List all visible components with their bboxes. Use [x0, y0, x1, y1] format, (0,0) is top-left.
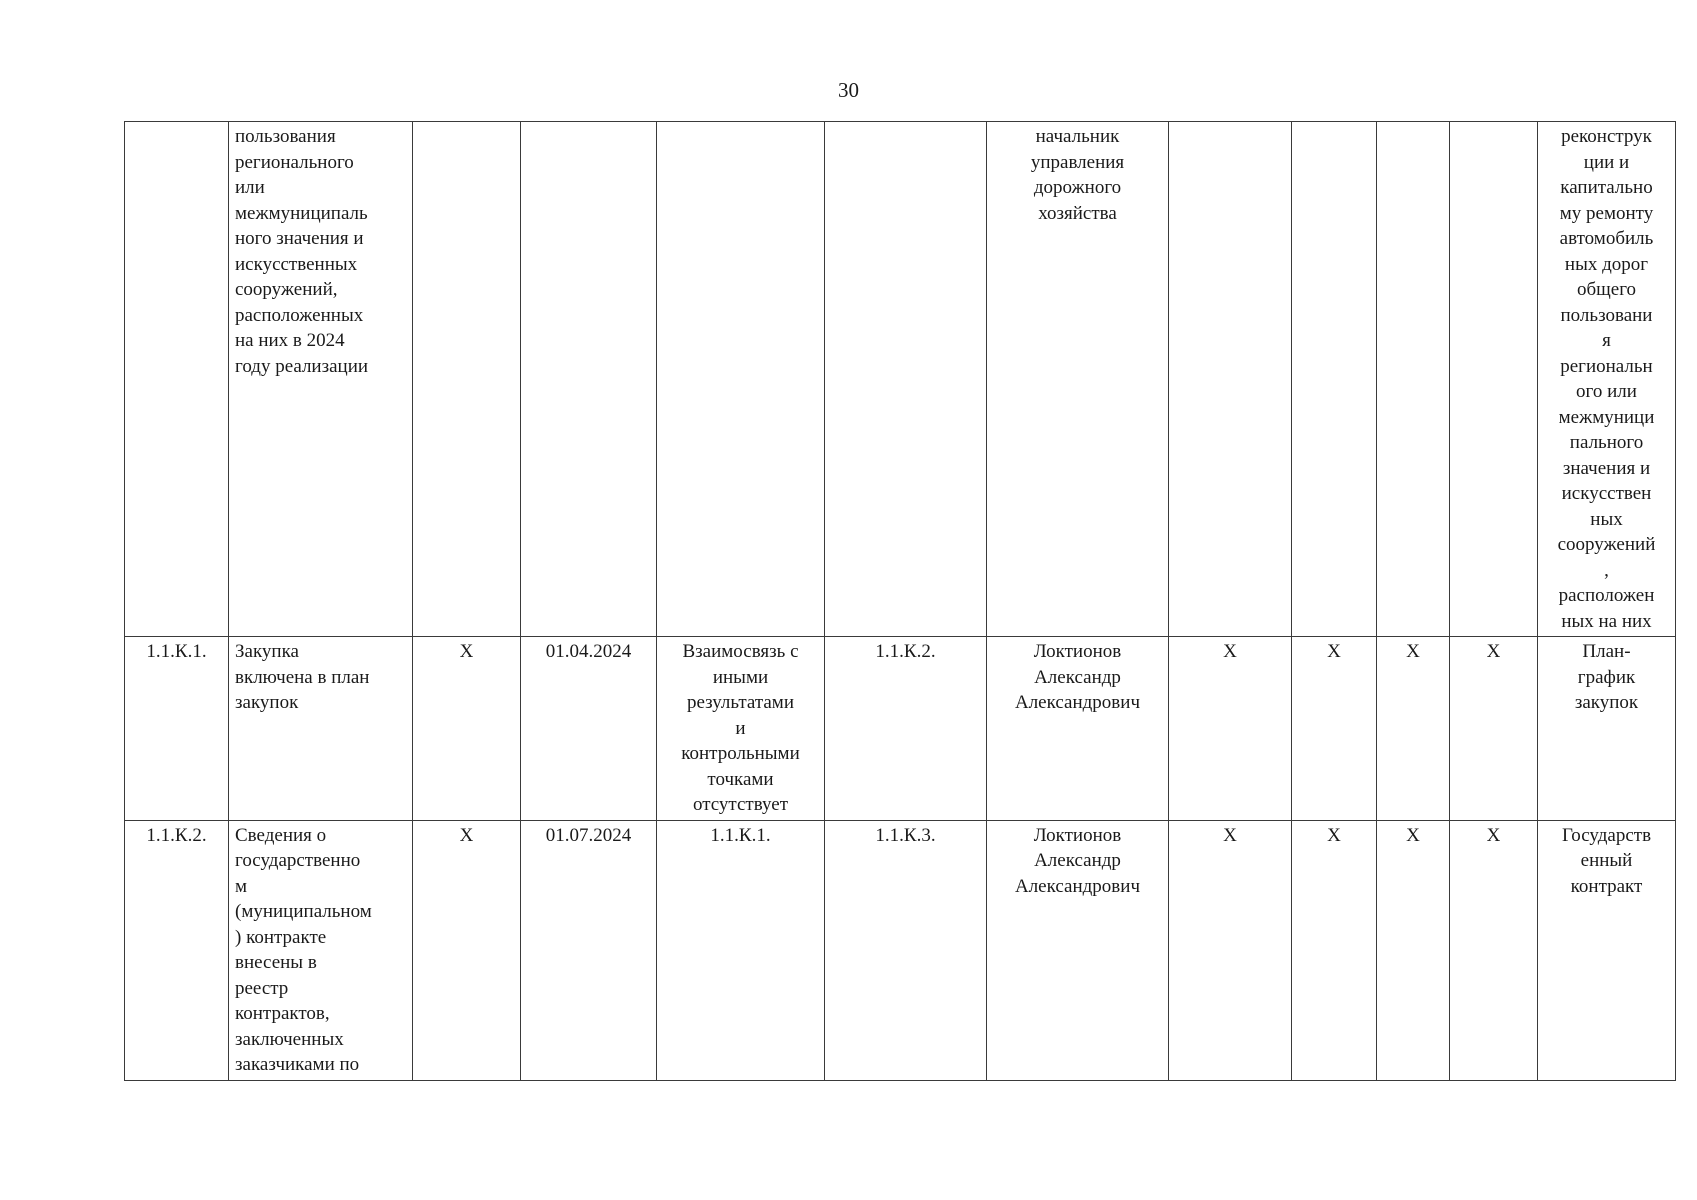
mark-cell: X	[1169, 637, 1292, 821]
start-date-cell: X	[413, 820, 521, 1080]
mark-cell	[1377, 122, 1450, 637]
mark-cell: X	[1450, 637, 1538, 821]
code-cell: 1.1.К.1.	[125, 637, 229, 821]
mark-cell: X	[1292, 820, 1377, 1080]
start-date-cell	[413, 122, 521, 637]
start-date-cell: X	[413, 637, 521, 821]
mark-cell: X	[1169, 820, 1292, 1080]
predecessor-cell	[657, 122, 825, 637]
name-cell: Сведения о государственно м (муниципальном ) контракте внесены в реестр контрактов, заключенных заказчиками по	[229, 820, 413, 1080]
document-cell: реконструк ции и капитально му ремонту автомобиль ных дорог общего пользовани я региональн ого или межмуници пального значения и искусствен ных сооружений , расположен ных на них	[1538, 122, 1676, 637]
page-number: 30	[838, 78, 859, 102]
successor-cell: 1.1.К.3.	[825, 820, 987, 1080]
predecessor-cell: 1.1.К.1.	[657, 820, 825, 1080]
end-date-cell: 01.04.2024	[521, 637, 657, 821]
responsible-cell: начальник управления дорожного хозяйства	[987, 122, 1169, 637]
code-cell	[125, 122, 229, 637]
document-cell: Государств енный контракт	[1538, 820, 1676, 1080]
name-cell: Закупка включена в план закупок	[229, 637, 413, 821]
successor-cell: 1.1.К.2.	[825, 637, 987, 821]
mark-cell	[1169, 122, 1292, 637]
code-cell: 1.1.К.2.	[125, 820, 229, 1080]
end-date-cell	[521, 122, 657, 637]
mark-cell	[1450, 122, 1538, 637]
responsible-cell: Локтионов Александр Александрович	[987, 637, 1169, 821]
table-row	[125, 637, 1676, 821]
end-date-cell: 01.07.2024	[521, 820, 657, 1080]
mark-cell: X	[1377, 637, 1450, 821]
successor-cell	[825, 122, 987, 637]
name-cell: пользования регионального или межмуниципаль ного значения и искусственных сооружений, расположенных на них в 2024 году реализации	[229, 122, 413, 637]
responsible-cell: Локтионов Александр Александрович	[987, 820, 1169, 1080]
mark-cell: X	[1450, 820, 1538, 1080]
mark-cell	[1292, 122, 1377, 637]
table-row	[125, 122, 1676, 637]
mark-cell: X	[1292, 637, 1377, 821]
predecessor-cell: Взаимосвязь с иными результатами и контрольными точками отсутствует	[657, 637, 825, 821]
mark-cell: X	[1377, 820, 1450, 1080]
table-row	[125, 820, 1676, 1080]
control-points-table	[124, 121, 1676, 1081]
document-cell: План- график закупок	[1538, 637, 1676, 821]
